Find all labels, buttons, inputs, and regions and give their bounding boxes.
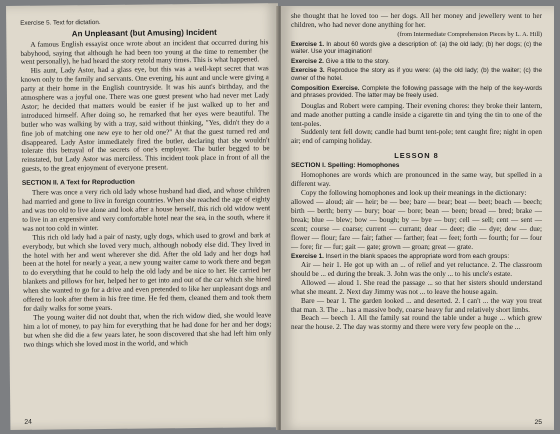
paragraph: she thought that he loved too — her dogs. All her money and jewellery went to her children, who had never done anything for her. — [291, 12, 542, 29]
homophones-list: allowed — aloud; air — heir; be — bee; bare — bear; beat — beet; beach — beech; birth — berth; berry — bury; boar — bore; bean — been; bread — bred; brake — break; blue — blew; bow — bough; by — bye — buy; cell — sell; cent — sent — scent; course — coarse; current — currant; dear — deer; die — dye; dew — due; flower — flour; fare — fair; father — farther; feat — feet; forth — fourth; for — four — fore; fir — fur; gait — gate; grown — groan; great — grate. — [291, 198, 542, 251]
lesson-title: LESSON 8 — [394, 151, 439, 161]
exercise-item: Exercise 1. In about 60 words give a description of: (a) the old lady; (b) her dogs; (c) the waiter. Use your imagination! — [291, 40, 543, 56]
page-number: 25 — [534, 419, 542, 426]
paragraph: This rich old lady had a pair of nasty, ugly dogs, which used to growl and bark at everybody, but which she loved very much, although nobody else did. They lived in the hotel with her and went wherever she did. After the old lady and her dogs had been at the hotel for nearly a year, a new young waiter came to work there and began to do everything that he could to help the old lady and be nice to her. He carried her blankets and pillows for her, helped her to get into and out of the car which she hired when she wanted to go for a drive and even pretended to like her unpleasant dogs and offered to look after them in his free time. He fed them, cleaned them and took them for daily walks for some years. — [22, 230, 272, 313]
exercise-line: Bare — bear 1. The garden looked ... and deserted. 2. I can't ... the way you treat that man. 3. The ... has a massive body, coarse heavy fur and relatively short limbs. — [291, 296, 542, 314]
exercise-item: Exercise 2. Give a title to the story. — [291, 57, 390, 65]
composition-passage: Douglas and Robert were camping. Their evening chores: they broke their lantern, and made another putting a candle inside a cigarette tin and tying the tin to one of the tent-poles. — [291, 101, 542, 128]
source-citation: (from Intermediate Comprehension Pieces by L. A. Hill) — [397, 30, 542, 38]
paragraph: Homophones are words which are pronounced in the same way, but spelled in a different way. — [291, 171, 542, 189]
paragraph: There was once a very rich old lady whose husband had died, and whose children had married and gone to live in foreign countries. When she reached the age of eighty and was too old to live alone and look after a house herself, this rich old widow went to live in an expensive and very comfortable hotel near the sea, in the south, where it was not too cold in winter. — [22, 186, 271, 233]
section-header: SECTION I. Spelling: Homophones — [291, 162, 400, 170]
page-number: 24 — [24, 418, 32, 426]
exercise-item: Exercise 1. Insert in the blank spaces the appropriate word from each groups: — [291, 253, 510, 261]
paragraph: The young waiter did not doubt that, when the rich widow died, she would leave him a lot of money, to pay him for everything that he had done for her and her dogs; but when she did die a few years later, he soon discovered that she had left him only two things which she loved most in the world, and which — [23, 311, 272, 349]
story-title: An Unpleasant (but Amusing) Incident — [71, 27, 217, 38]
paragraph: Copy the following homophones and look up their meanings in the dictionary: — [301, 189, 527, 198]
paragraph: His aunt, Lady Astor, had a glass eye, but this was a well-kept secret that was known only to the family and servants. One evening, his aunt and uncle were giving a party at their home in the English countryside. It was his aunt's birthday, and the atmosphere was a joyful one. There was one guest present who had never met Lady Astor; he decided that matters would be easier if he just walked up to her and introduced himself. After doing so, he remarked that her eyes were beautiful. The butler who was walking by with a tray, said without thinking, "Yes, didn't they do a fine job of matching one new eye to her old one?" At that the guest turned red and disappeared. Lady Astor immediately fired the butler, declaring that she wouldn't tolerate this betrayal of the secrets of one's employer. The butler begged to be reinstated, but Lady Astor was merciless. This incident took place in front of all the guests, to the great enjoyment of everyone present. — [20, 64, 270, 174]
right-page — [281, 6, 554, 430]
exercise-header: Exercise 5. Text for dictation. — [20, 19, 101, 27]
exercise-item: Exercise 3. Reproduce the story as if you were: (a) the old lady; (b) the waiter; (c) the owner of the hotel. — [291, 67, 543, 82]
exercise-line: Air — heir 1. He got up with an ... of relief and yet reluctance. 2. The classroom should be ... ed during the break. 3. John was the only ... to his uncle's estate. — [291, 261, 542, 278]
composition-exercise: Composition Exercise. Complete the following passage with the help of the key-words and phrases provided. The latter may be freely used. — [291, 84, 542, 100]
section-header: SECTION II. A Text for Reproduction — [21, 178, 135, 188]
open-book — [6, 6, 554, 430]
exercise-line: Beach — beech 1. All the family sat round the table under a huge ... which grew near the house. 2. The day was stormy and there were very few people on the ... — [291, 314, 542, 332]
paragraph: A famous English essayist once wrote about an incident that occurred during his babyhood, saying that although he had been too young at the time to remember (he went personally), he had heard the story retold many times. This is what happened. — [20, 37, 269, 67]
exercise-line: Allowed — aloud 1. She read the passage ... so that her sisters should understand what she meant. 2. Next day Jimmy was not ... to leave the house again. — [291, 278, 542, 296]
left-page — [6, 3, 282, 430]
composition-keys: Suddenly tent fell down; candle had burnt tent-pole; tent caught fire; night in open air; end of camping holiday. — [291, 128, 542, 146]
